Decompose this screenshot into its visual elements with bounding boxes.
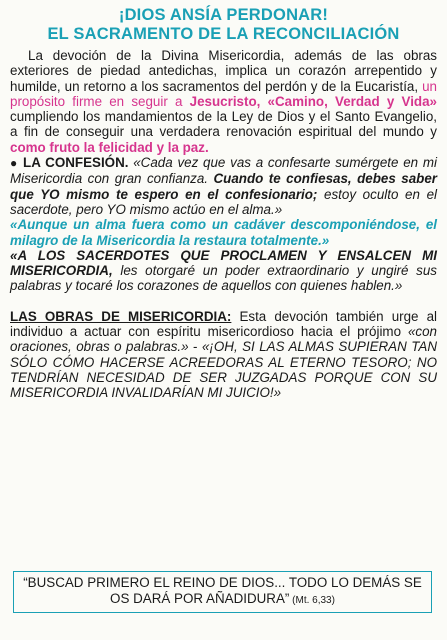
confesion-quote-3: estoy oculto en el sacerdote, pero YO mismo actúo en el alma.» <box>10 186 438 217</box>
obras-quote: «con oraciones, obras o palabras.» <box>10 324 437 355</box>
intro-fruit: como fruto la felicidad y la paz. <box>10 139 209 155</box>
priests-quote-heading: «A LOS SACERDOTES QUE PROCLAMEN Y ENSALCEN MI MISERICORDIA, <box>10 247 437 279</box>
obras-heading: LAS OBRAS DE MISERICORDIA: <box>10 308 232 324</box>
obras-caps-quote: «¡OH, SI LAS ALMAS SUPIERAN TAN SÓLO CÓMO HACERSE ACREEDORAS AL ETERNO TESORO; NO TENDRÍAN NECESIDAD DE SER JUZGADAS PORQUE CON SU MISERICORDIA INVALIDARÍAN MI JUICIO!» <box>10 339 438 401</box>
confesion-quote-1: «Cada vez que vas a confesarte sumérgete en mi Misericordia con gran confianza. <box>10 155 437 187</box>
priests-quote-text: les otorgaré un poder extraordinario y ungiré sus palabras y tocaré los corazones de aquellos con quienes hablen.» <box>10 263 437 294</box>
confesion-paragraph <box>10 155 437 217</box>
bullet-icon: ● <box>10 156 19 171</box>
title-line-1: ¡DIOS ANSÍA PERDONAR! <box>118 6 329 24</box>
scripture-quote: “BUSCAD PRIMERO EL REINO DE DIOS... TODO LO DEMÁS SE OS DARÁ POR AÑADIDURA” <box>23 575 422 606</box>
intro-purpose: un propósito firme en seguir a <box>10 78 437 109</box>
leaflet-body <box>10 48 437 401</box>
miracle-paragraph <box>10 217 437 248</box>
confesion-heading: LA CONFESIÓN. <box>23 155 129 171</box>
scripture-reference: (Mt. 6,33) <box>289 595 335 606</box>
priests-paragraph <box>10 248 437 294</box>
miracle-quote: «Aunque un alma fuera como un cadáver descomponiéndose, el milagro de la Misericordia la restaura totalmente.» <box>10 217 437 248</box>
obras-dash: - <box>188 339 202 355</box>
intro-text-2: cumpliendo los mandamientos de la Ley de Dios y el Santo Evangelio, a fin de conseguir una verdadera renovación espiritual del mundo y <box>10 109 437 140</box>
spacer <box>10 294 437 309</box>
obras-paragraph <box>10 309 437 401</box>
title-line-2: EL SACRAMENTO DE LA RECONCILIACIÓN <box>47 25 400 43</box>
scripture-quote-box <box>13 571 432 613</box>
intro-paragraph <box>10 48 437 155</box>
intro-jesucristo: Jesucristo, «Camino, Verdad y Vida» <box>189 93 437 109</box>
obras-text: Esta devoción también urge al individuo a actuar con espíritu misericordioso hacia el prójimo <box>10 308 437 340</box>
page-title <box>10 6 437 44</box>
intro-text-1: La devoción de la Divina Misericordia, además de las obras exteriores de piedad antedichas, implica un corazón arrepentido y humilde, un retorno a los sacramentos del perdón y de la Eucaristía, <box>10 48 437 94</box>
confesion-quote-2: Cuando te confiesas, debes saber que YO mismo te espero en el confesionario; <box>10 171 437 202</box>
